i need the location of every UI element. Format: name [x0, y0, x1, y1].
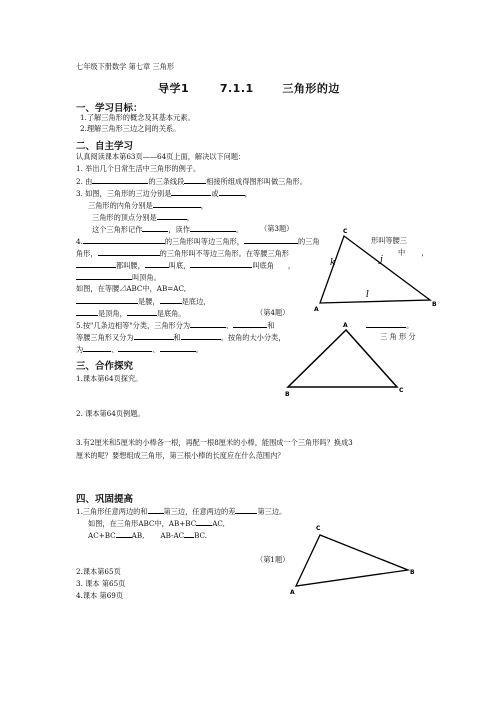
question-4: 4. 的三角形叫等边三角形， 的三角 — [76, 237, 320, 246]
question-4-line-6: 是腰， 是底边， — [76, 296, 210, 306]
cooperate-item: 1.课本第64页探究。 — [76, 374, 143, 383]
goal-item: 2.理解三角形三边之间的关系。 — [80, 124, 181, 133]
section-cooperate-heading: 三、合作探究 — [76, 361, 134, 372]
vertex-label: C — [343, 228, 348, 235]
vertex-label: A — [314, 306, 319, 313]
question-4-line-7: 是顶角， 是底角。 — [76, 308, 186, 318]
question-5-line-3: 为 、 、 。 — [76, 345, 203, 354]
question-4-line-5: 如图，在等腰⊿ABC中，AB=AC, — [76, 284, 187, 293]
question-2: 2. 由 的三条线段 相接所组成得图形叫做三角形。 — [76, 177, 307, 186]
vertex-label: A — [343, 322, 348, 329]
title-name: 三角形的边 — [282, 82, 340, 95]
triangle-abc-fig5 — [296, 535, 408, 586]
consolidate-question-4: 4.课本 第69页 — [76, 591, 124, 600]
section-goals-heading: 一、学习目标： — [76, 103, 143, 114]
cooperate-item: 3.有2厘米和5厘米的小棒各一根，再配一根8厘米的小棒，能围成一个三角形吗？换成3 — [76, 438, 353, 447]
question-3-line-4: 这个三角形记作 ，读作 。 — [92, 225, 244, 234]
question-1: 1. 举出几个日常生活中三角形的例子。 — [76, 164, 201, 173]
vertex-label: B — [410, 569, 415, 576]
vertex-label: B — [432, 301, 437, 308]
figure-4-caption: （第4题） — [256, 308, 290, 317]
consolidate-question-3: 3. 课本 第65页 — [76, 579, 126, 588]
consolidate-question-1-line-2: 如图，在三角形ABC中，AB+BC AC, — [88, 519, 225, 528]
question-5-tail: 。 — [366, 320, 413, 330]
vertex-label: C — [399, 387, 404, 394]
self-study-intro: 认真阅读课本第63页——64页上面，解决以下问题： — [76, 152, 246, 161]
consolidate-question-1-line-3: AC+BC AB, AB-AC BC. — [88, 531, 208, 540]
consolidate-figure-caption: （第1题） — [256, 555, 290, 564]
question-4-line-4: 叫顶角。 — [76, 272, 161, 282]
page-header: 七年级下册数学 第七章 三角形 — [76, 62, 175, 71]
title-lesson: 导学1 — [158, 82, 190, 95]
vertex-label: A — [290, 589, 295, 596]
question-4-tail: 形叫等腰三 — [371, 236, 407, 245]
question-4-line-2: 角形， 的三角形叫不等边三角形。在等腰三角形 — [76, 249, 289, 258]
side-label: l — [366, 290, 369, 300]
question-4-line-2-tail: 中 ， — [398, 248, 429, 257]
goal-item: 1.了解三角形的概念及其基本元素。 — [80, 113, 195, 122]
question-5: 5.按"几条边相等"分类，三角形分为 、 和 — [76, 321, 275, 330]
side-label: j — [380, 255, 383, 265]
cooperate-item: 厘米的呢？要想组成三角形，第三根小棒的长度应在什么范围内？ — [76, 451, 285, 460]
section-self-study-heading: 二、自主学习 — [76, 141, 134, 152]
question-3-line-3: 三角形的顶点分别是 ， — [92, 213, 194, 222]
vertex-label: B — [285, 391, 290, 398]
cooperate-item: 2. 课本第64页例题。 — [76, 409, 145, 418]
section-consolidate-heading: 四、巩固提高 — [76, 494, 134, 505]
consolidate-question-1: 1.三角形任意两边的和 第三边，任意两边的差 第三边。 — [76, 507, 287, 516]
question-5-line-2: 等腰三角形又分为 和 。按角的大小分类， — [76, 333, 286, 342]
title-number: 7.1.1 — [219, 82, 254, 95]
question-5-line-2-tail: 三 角 形 分 — [380, 332, 416, 341]
vertex-label: C — [316, 525, 321, 532]
side-label: k — [330, 258, 336, 268]
figure-3-caption: （第3题） — [260, 224, 294, 233]
question-4-line-3: 都叫腰， 叫底， 叫底角 ， — [76, 260, 295, 270]
consolidate-question-2: 2.课本第65页 — [76, 567, 121, 576]
question-3-line-2: 三角形的内角分别是 ， — [88, 201, 208, 210]
question-3: 3. 如图，三角形的三边分别是 或 ， — [76, 189, 252, 198]
